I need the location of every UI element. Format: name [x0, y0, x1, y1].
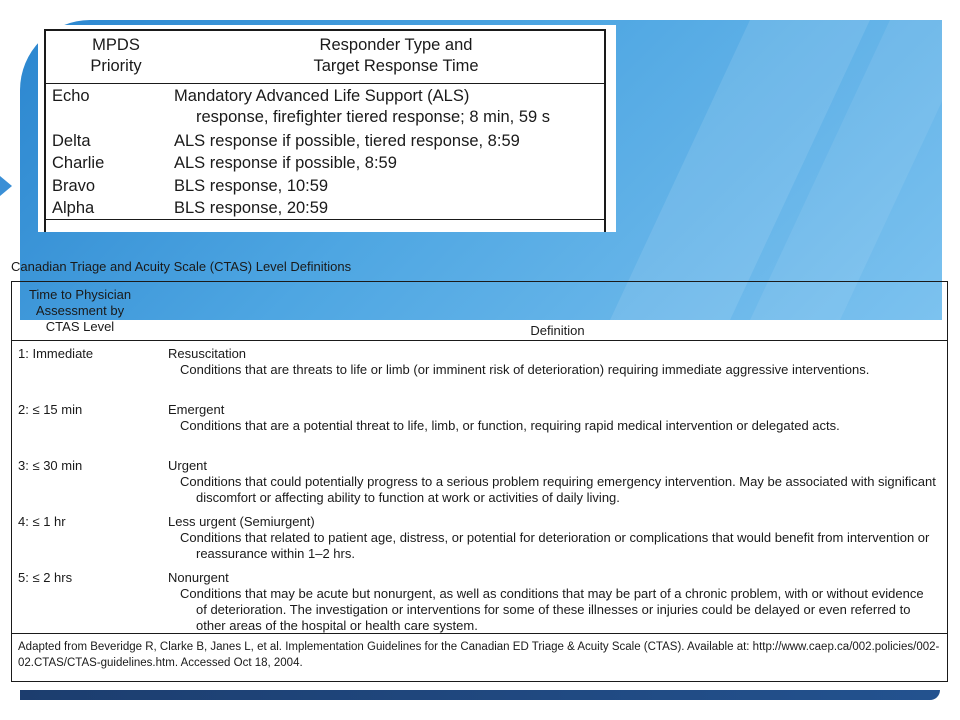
mpds-table-image: [38, 25, 616, 232]
mpds-table: [44, 29, 606, 232]
response-text-cont: response, firefighter tiered response; 8 min, 59 s: [196, 108, 551, 126]
ctas-description: Conditions that are threats to life or limb (or imminent risk of deterioration) requiring immediate aggressive interventions.: [180, 362, 870, 377]
header-text: CTAS Level: [45, 319, 115, 334]
mpds-response: [174, 86, 604, 128]
ctas-definition: [168, 458, 938, 506]
ctas-category: Nonurgent: [168, 570, 229, 585]
table-divider: [12, 633, 947, 634]
mpds-level: Bravo: [52, 177, 96, 195]
mpds-level: Delta: [52, 132, 91, 150]
ctas-time-header: [12, 287, 148, 335]
side-arrow-icon: [0, 176, 12, 196]
ctas-time: 3: ≤ 30 min: [18, 458, 83, 473]
footnote-link[interactable]: http://www.caep.ca/002.policies/002-02.CTAS/CTAS-guidelines.htm: [18, 641, 940, 669]
ctas-definition: [168, 346, 938, 378]
ctas-description: Conditions that may be acute but nonurgent, as well as conditions that may be part of a chronic problem, with or without evidence of deterioration. The investigation or interventions for some of these illnesses or injuries could be delayed or even referred to other areas of the hospital or health care system.: [180, 586, 924, 633]
mpds-table-header: [46, 31, 604, 84]
header-text: Time to Physician: [28, 287, 132, 302]
ctas-definition: [168, 514, 938, 562]
mpds-priority-header: [56, 35, 176, 77]
response-text: Mandatory Advanced Life Support (ALS): [174, 87, 470, 105]
header-text: Assessment by: [35, 303, 125, 318]
ctas-definition-header: Definition: [530, 323, 585, 338]
bottom-bar: [20, 690, 940, 700]
ctas-time: 5: ≤ 2 hrs: [18, 570, 73, 585]
ctas-time: 4: ≤ 1 hr: [18, 514, 66, 529]
footnote-text: Adapted from Beveridge R, Clarke B, Janes L, et al. Implementation Guidelines for the Canadian ED Triage & Acuity Scale (CTAS). Available at:: [18, 641, 753, 653]
mpds-level: Charlie: [52, 154, 105, 172]
mpds-level: Echo: [52, 87, 90, 105]
ctas-category: Less urgent (Semiurgent): [168, 514, 315, 529]
ctas-caption: Canadian Triage and Acuity Scale (CTAS) Level Definitions: [11, 259, 352, 274]
ctas-category: Resuscitation: [168, 346, 247, 361]
ctas-definition: [168, 570, 938, 634]
ctas-description: Conditions that related to patient age, distress, or potential for deterioration or complications that would benefit from intervention or reassurance within 1–2 hrs.: [180, 530, 930, 561]
header-text: MPDS: [92, 36, 140, 54]
ctas-description: Conditions that could potentially progress to a serious problem requiring emergency intervention. May be associated with significant discomfort or affecting ability to function at work or activities of daily living.: [180, 474, 936, 505]
mpds-responder-header: [196, 35, 596, 77]
header-text: Responder Type and: [319, 36, 473, 54]
header-text: Priority: [90, 57, 142, 75]
ctas-table-header: [12, 282, 947, 341]
mpds-response: BLS response, 10:59: [174, 177, 329, 195]
ctas-table: [11, 281, 948, 682]
ctas-time: 2: ≤ 15 min: [18, 402, 83, 417]
mpds-response: ALS response if possible, 8:59: [174, 154, 397, 172]
mpds-response: ALS response if possible, tiered response, 8:59: [174, 132, 520, 150]
ctas-footnote: [18, 639, 942, 671]
ctas-category: Urgent: [168, 458, 208, 473]
ctas-definition: [168, 402, 938, 434]
ctas-description: Conditions that are a potential threat to life, limb, or function, requiring rapid medical intervention or delegated acts.: [180, 418, 840, 433]
mpds-response: BLS response, 20:59: [174, 199, 329, 217]
table-divider: [46, 219, 604, 220]
ctas-category: Emergent: [168, 402, 225, 417]
header-text: Target Response Time: [313, 57, 479, 75]
footnote-tail: . Accessed Oct 18, 2004.: [174, 657, 303, 669]
ctas-time: 1: Immediate: [18, 346, 94, 361]
mpds-level: Alpha: [52, 199, 95, 217]
